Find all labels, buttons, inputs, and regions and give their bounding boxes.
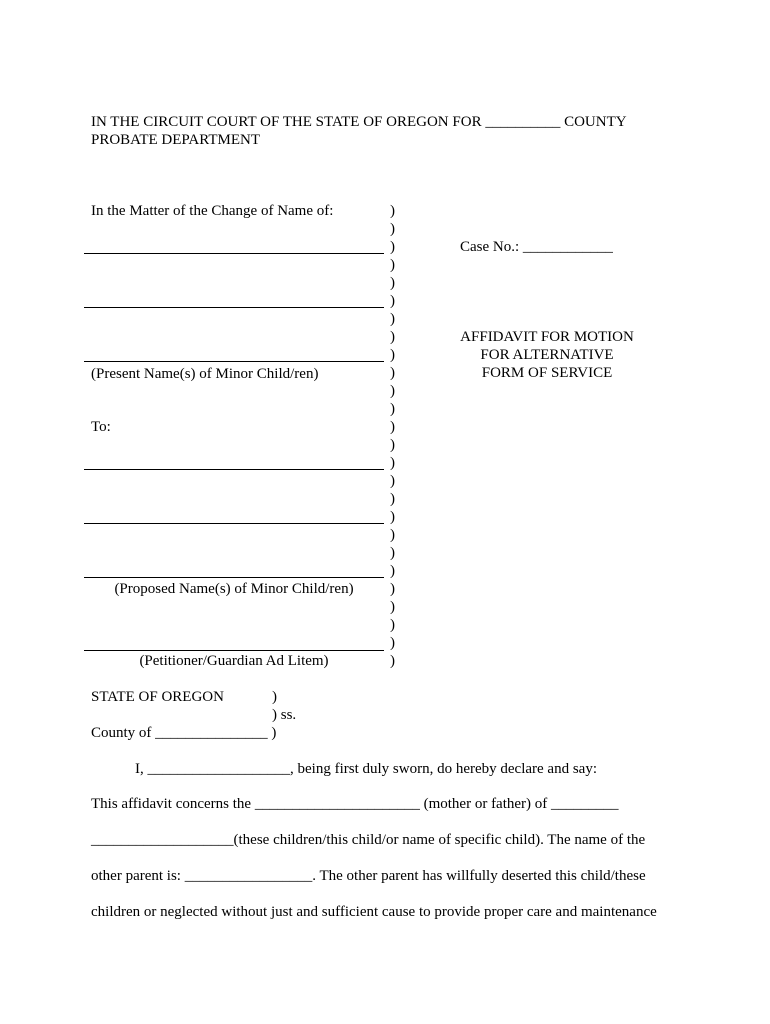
- caption-paren: ): [390, 383, 395, 399]
- to-name-line-2[interactable]: [84, 523, 384, 524]
- caption-paren: ): [390, 257, 395, 273]
- caption-paren: ): [390, 239, 395, 255]
- petitioner-line[interactable]: [84, 650, 384, 651]
- caption-paren: ): [390, 545, 395, 561]
- caption-paren: ): [390, 311, 395, 327]
- matter-label: In the Matter of the Change of Name of:: [91, 203, 334, 219]
- court-header-line2: PROBATE DEPARTMENT: [91, 132, 260, 148]
- present-name-line-3[interactable]: [84, 361, 384, 362]
- proposed-names-label: (Proposed Name(s) of Minor Child/ren): [114, 581, 354, 597]
- body-paragraph-5: children or neglected without just and sufficient cause to provide proper care and maintenance: [91, 904, 657, 920]
- caption-paren: ): [390, 581, 395, 597]
- petitioner-label: (Petitioner/Guardian Ad Litem): [139, 653, 329, 669]
- caption-paren: ): [390, 635, 395, 651]
- present-name-line-2[interactable]: [84, 307, 384, 308]
- doc-title-line3: FORM OF SERVICE: [481, 365, 613, 381]
- caption-paren: ): [390, 203, 395, 219]
- present-names-label: (Present Name(s) of Minor Child/ren): [91, 366, 319, 382]
- caption-paren: ): [390, 329, 395, 345]
- caption-paren: ): [390, 491, 395, 507]
- caption-paren: ): [390, 221, 395, 237]
- court-header-line1: IN THE CIRCUIT COURT OF THE STATE OF OREGON FOR __________ COUNTY: [91, 114, 627, 130]
- caption-paren: ): [390, 293, 395, 309]
- doc-title-line2: FOR ALTERNATIVE: [480, 347, 614, 363]
- caption-paren: ): [390, 275, 395, 291]
- body-paragraph-4: other parent is: _________________. The other parent has willfully deserted this child/these: [91, 868, 646, 884]
- caption-paren: ): [390, 617, 395, 633]
- caption-paren: ): [390, 455, 395, 471]
- caption-paren: ): [390, 527, 395, 543]
- body-paragraph-3: ___________________(these children/this child/or name of specific child). The name of the: [91, 832, 646, 848]
- body-paragraph-1: I, ___________________, being first duly sworn, do hereby declare and say:: [135, 761, 597, 777]
- caption-paren: ): [390, 401, 395, 417]
- venue-paren: ): [272, 689, 277, 705]
- to-name-line-1[interactable]: [84, 469, 384, 470]
- caption-paren: ): [390, 509, 395, 525]
- to-label: To:: [91, 419, 111, 435]
- caption-paren: ): [390, 437, 395, 453]
- caption-paren: ): [390, 347, 395, 363]
- doc-title-line1: AFFIDAVIT FOR MOTION: [460, 329, 634, 345]
- caption-paren: ): [390, 473, 395, 489]
- caption-paren: ): [390, 599, 395, 615]
- present-name-line-1[interactable]: [84, 253, 384, 254]
- proposed-name-line[interactable]: [84, 577, 384, 578]
- venue-ss: ) ss.: [272, 707, 297, 723]
- body-paragraph-2: This affidavit concerns the ______________________ (mother or father) of _________: [91, 796, 619, 812]
- venue-state: STATE OF OREGON: [91, 689, 224, 705]
- caption-paren: ): [390, 419, 395, 435]
- venue-county: County of _______________ ): [91, 725, 277, 741]
- caption-paren: ): [390, 563, 395, 579]
- caption-paren: ): [390, 653, 395, 669]
- caption-paren: ): [390, 365, 395, 381]
- case-number: Case No.: ____________: [460, 239, 613, 255]
